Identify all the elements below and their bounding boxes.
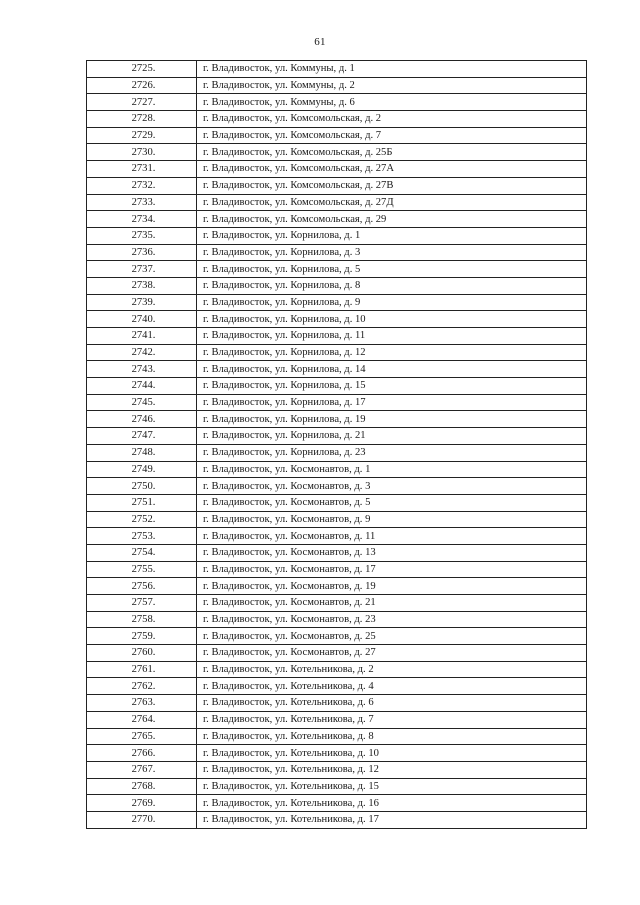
table-row (87, 77, 587, 94)
row-number: 2734. (87, 211, 197, 228)
table-row (87, 394, 587, 411)
row-address: г. Владивосток, ул. Комсомольская, д. 27Д (197, 194, 587, 211)
address-table-body (87, 61, 587, 829)
row-address: г. Владивосток, ул. Корнилова, д. 5 (197, 261, 587, 278)
row-number: 2736. (87, 244, 197, 261)
table-row (87, 561, 587, 578)
row-address: г. Владивосток, ул. Коммуны, д. 2 (197, 77, 587, 94)
row-address: г. Владивосток, ул. Котельникова, д. 8 (197, 728, 587, 745)
row-number: 2740. (87, 311, 197, 328)
row-number: 2762. (87, 678, 197, 695)
table-row (87, 94, 587, 111)
row-address: г. Владивосток, ул. Корнилова, д. 3 (197, 244, 587, 261)
row-address: г. Владивосток, ул. Космонавтов, д. 13 (197, 544, 587, 561)
row-number: 2726. (87, 77, 197, 94)
table-row (87, 494, 587, 511)
table-row (87, 227, 587, 244)
row-number: 2741. (87, 328, 197, 345)
row-address: г. Владивосток, ул. Корнилова, д. 15 (197, 378, 587, 395)
row-address: г. Владивосток, ул. Котельникова, д. 16 (197, 795, 587, 812)
row-number: 2743. (87, 361, 197, 378)
row-address: г. Владивосток, ул. Космонавтов, д. 27 (197, 645, 587, 662)
row-address: г. Владивосток, ул. Корнилова, д. 1 (197, 227, 587, 244)
table-row (87, 728, 587, 745)
row-number: 2750. (87, 478, 197, 495)
row-number: 2731. (87, 161, 197, 178)
row-number: 2749. (87, 461, 197, 478)
row-number: 2732. (87, 177, 197, 194)
table-row (87, 328, 587, 345)
row-address: г. Владивосток, ул. Космонавтов, д. 21 (197, 595, 587, 612)
table-row (87, 161, 587, 178)
table-row (87, 111, 587, 128)
row-number: 2752. (87, 511, 197, 528)
row-number: 2730. (87, 144, 197, 161)
table-row (87, 244, 587, 261)
row-number: 2748. (87, 444, 197, 461)
table-row (87, 294, 587, 311)
table-row (87, 177, 587, 194)
row-address: г. Владивосток, ул. Космонавтов, д. 23 (197, 611, 587, 628)
table-row (87, 544, 587, 561)
row-address: г. Владивосток, ул. Коммуны, д. 6 (197, 94, 587, 111)
row-address: г. Владивосток, ул. Космонавтов, д. 3 (197, 478, 587, 495)
row-address: г. Владивосток, ул. Котельникова, д. 2 (197, 661, 587, 678)
row-number: 2761. (87, 661, 197, 678)
row-number: 2766. (87, 745, 197, 762)
table-row (87, 595, 587, 612)
row-address: г. Владивосток, ул. Космонавтов, д. 5 (197, 494, 587, 511)
table-row (87, 628, 587, 645)
row-address: г. Владивосток, ул. Корнилова, д. 17 (197, 394, 587, 411)
row-address: г. Владивосток, ул. Комсомольская, д. 27А (197, 161, 587, 178)
row-address: г. Владивосток, ул. Котельникова, д. 7 (197, 711, 587, 728)
row-number: 2768. (87, 778, 197, 795)
table-row (87, 211, 587, 228)
table-row (87, 344, 587, 361)
table-row (87, 711, 587, 728)
table-row (87, 311, 587, 328)
row-number: 2759. (87, 628, 197, 645)
row-number: 2756. (87, 578, 197, 595)
row-address: г. Владивосток, ул. Коммуны, д. 1 (197, 61, 587, 78)
table-row (87, 261, 587, 278)
row-number: 2754. (87, 544, 197, 561)
row-number: 2739. (87, 294, 197, 311)
row-number: 2745. (87, 394, 197, 411)
table-row (87, 511, 587, 528)
row-address: г. Владивосток, ул. Котельникова, д. 15 (197, 778, 587, 795)
row-address: г. Владивосток, ул. Космонавтов, д. 17 (197, 561, 587, 578)
table-row (87, 444, 587, 461)
page-number: 61 (314, 36, 326, 48)
table-row (87, 461, 587, 478)
row-number: 2769. (87, 795, 197, 812)
row-address: г. Владивосток, ул. Комсомольская, д. 29 (197, 211, 587, 228)
row-number: 2753. (87, 528, 197, 545)
row-address: г. Владивосток, ул. Котельникова, д. 4 (197, 678, 587, 695)
row-address: г. Владивосток, ул. Корнилова, д. 12 (197, 344, 587, 361)
row-address: г. Владивосток, ул. Комсомольская, д. 27В (197, 177, 587, 194)
row-number: 2737. (87, 261, 197, 278)
table-row (87, 127, 587, 144)
table-row (87, 378, 587, 395)
table-row (87, 528, 587, 545)
table-row (87, 428, 587, 445)
row-number: 2751. (87, 494, 197, 511)
row-number: 2738. (87, 277, 197, 294)
row-number: 2742. (87, 344, 197, 361)
row-address: г. Владивосток, ул. Корнилова, д. 8 (197, 277, 587, 294)
row-address: г. Владивосток, ул. Корнилова, д. 14 (197, 361, 587, 378)
table-row (87, 61, 587, 78)
row-number: 2746. (87, 411, 197, 428)
table-row (87, 778, 587, 795)
row-address: г. Владивосток, ул. Космонавтов, д. 9 (197, 511, 587, 528)
table-row (87, 811, 587, 828)
row-address: г. Владивосток, ул. Комсомольская, д. 2 (197, 111, 587, 128)
table-row (87, 795, 587, 812)
table-row (87, 411, 587, 428)
row-number: 2728. (87, 111, 197, 128)
table-row (87, 144, 587, 161)
row-number: 2735. (87, 227, 197, 244)
table-row (87, 745, 587, 762)
table-row (87, 578, 587, 595)
row-number: 2747. (87, 428, 197, 445)
row-number: 2729. (87, 127, 197, 144)
table-row (87, 478, 587, 495)
row-number: 2733. (87, 194, 197, 211)
table-row (87, 611, 587, 628)
table-row (87, 695, 587, 712)
row-address: г. Владивосток, ул. Комсомольская, д. 25Б (197, 144, 587, 161)
table-row (87, 194, 587, 211)
row-address: г. Владивосток, ул. Космонавтов, д. 11 (197, 528, 587, 545)
address-table (86, 60, 587, 829)
table-row (87, 277, 587, 294)
row-number: 2760. (87, 645, 197, 662)
row-address: г. Владивосток, ул. Котельникова, д. 17 (197, 811, 587, 828)
table-row (87, 661, 587, 678)
row-number: 2727. (87, 94, 197, 111)
row-number: 2725. (87, 61, 197, 78)
row-number: 2763. (87, 695, 197, 712)
row-address: г. Владивосток, ул. Корнилова, д. 10 (197, 311, 587, 328)
row-number: 2744. (87, 378, 197, 395)
row-address: г. Владивосток, ул. Котельникова, д. 10 (197, 745, 587, 762)
row-address: г. Владивосток, ул. Котельникова, д. 6 (197, 695, 587, 712)
row-address: г. Владивосток, ул. Котельникова, д. 12 (197, 761, 587, 778)
row-address: г. Владивосток, ул. Корнилова, д. 19 (197, 411, 587, 428)
row-number: 2767. (87, 761, 197, 778)
row-number: 2764. (87, 711, 197, 728)
row-address: г. Владивосток, ул. Корнилова, д. 9 (197, 294, 587, 311)
row-number: 2757. (87, 595, 197, 612)
row-number: 2758. (87, 611, 197, 628)
table-row (87, 645, 587, 662)
row-address: г. Владивосток, ул. Корнилова, д. 21 (197, 428, 587, 445)
row-number: 2755. (87, 561, 197, 578)
row-address: г. Владивосток, ул. Космонавтов, д. 19 (197, 578, 587, 595)
row-address: г. Владивосток, ул. Комсомольская, д. 7 (197, 127, 587, 144)
row-number: 2770. (87, 811, 197, 828)
row-address: г. Владивосток, ул. Корнилова, д. 23 (197, 444, 587, 461)
row-address: г. Владивосток, ул. Корнилова, д. 11 (197, 328, 587, 345)
table-row (87, 761, 587, 778)
row-number: 2765. (87, 728, 197, 745)
row-address: г. Владивосток, ул. Космонавтов, д. 25 (197, 628, 587, 645)
row-address: г. Владивосток, ул. Космонавтов, д. 1 (197, 461, 587, 478)
table-row (87, 361, 587, 378)
table-row (87, 678, 587, 695)
